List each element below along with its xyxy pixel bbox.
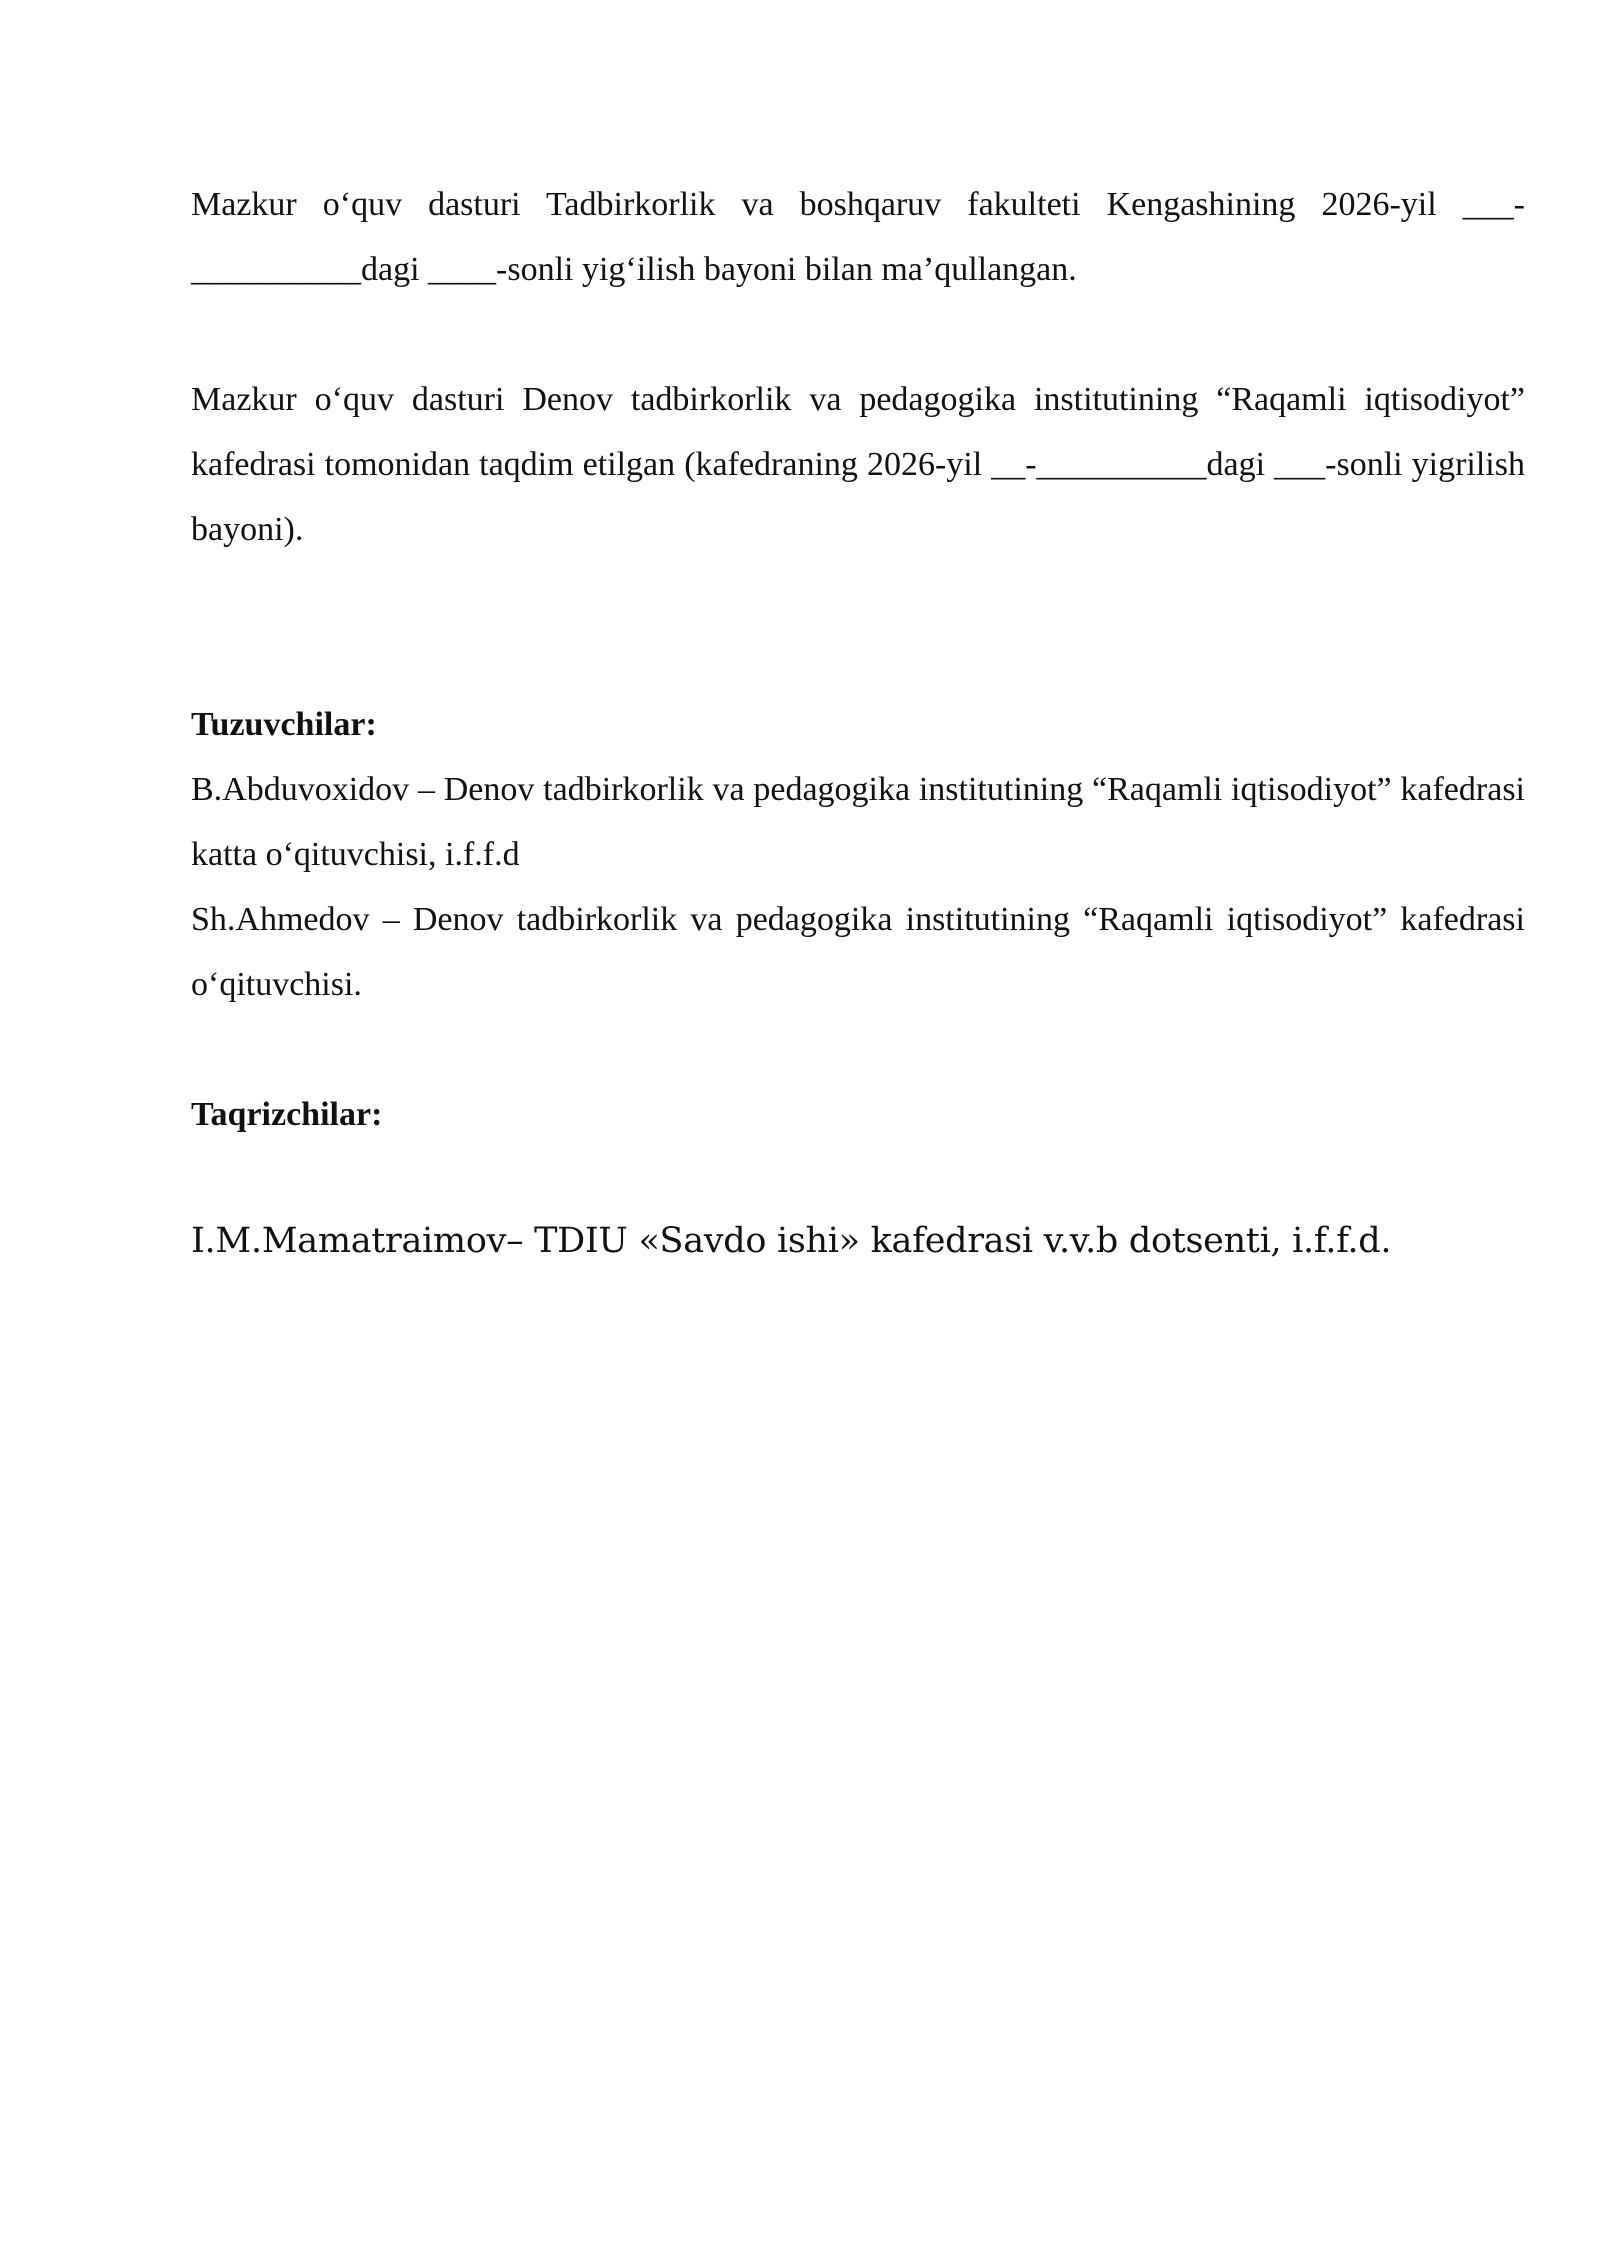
author-entry: Sh.Ahmedov – Denov tadbirkorlik va pedagogika institutining “Raqamli iqtisodiyot” kafedrasi o‘qituvchisi. — [191, 901, 1525, 1003]
authors-heading: Tuzuvchilar: — [191, 706, 377, 743]
spacer — [191, 562, 1525, 692]
spacer — [191, 1147, 1525, 1209]
author-entry: B.Abduvoxidov – Denov tadbirkorlik va pedagogika institutining “Raqamli iqtisodiyot” kafedrasi katta o‘qituvchisi, i.f.f.d — [191, 771, 1525, 873]
reviewer-entry: I.M.Mamatraimov– TDIU «Savdo ishi» kafedrasi v.v.b dotsenti, i.f.f.d. — [191, 1221, 1392, 1261]
spacer — [191, 302, 1525, 367]
document-page — [191, 172, 1525, 1274]
approval-paragraph-department: Mazkur o‘quv dasturi Denov tadbirkorlik va pedagogika institutining “Raqamli iqtisodiyot” kafedrasi tomonidan taqdim etilgan (kafedraning 2026-yil __-__________dagi ___-sonli yigrilish bayoni). — [191, 381, 1525, 548]
approval-paragraph-faculty: Mazkur o‘quv dasturi Tadbirkorlik va boshqaruv fakulteti Kengashining 2026-yil ___-__________dagi ____-sonli yig‘ilish bayoni bilan ma’qullangan. — [191, 186, 1525, 288]
reviewers-heading: Taqrizchilar: — [191, 1096, 383, 1133]
spacer — [191, 1017, 1525, 1082]
